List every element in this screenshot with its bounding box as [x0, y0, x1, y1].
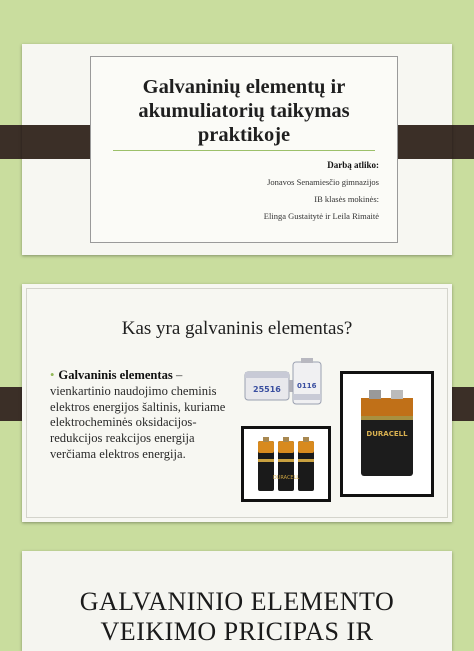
accent-bar-left-2 — [0, 387, 22, 421]
battery-label-2: 0116 — [297, 382, 317, 390]
credits — [264, 157, 379, 225]
principle-title — [22, 587, 452, 647]
battery-photo-aa — [241, 426, 331, 502]
title-slide-band-right — [398, 125, 452, 159]
definition-slide — [22, 284, 452, 522]
9v-battery-brand: DURACELL — [366, 430, 408, 438]
title-line-2: akumuliatorių taikymas — [138, 100, 350, 122]
principle-title-line-2: VEIKIMO PRICIPAS IR — [100, 617, 374, 646]
accent-bar-right-2 — [452, 387, 474, 421]
slide-title: Kas yra galvaninis elementas? — [121, 318, 353, 339]
credits-line-1: Jonavos Senamiesčio gimnazijos — [267, 177, 379, 187]
title-frame — [90, 56, 398, 243]
battery-photo-9v — [340, 371, 434, 497]
principle-slide — [22, 551, 452, 651]
credits-heading: Darbą atliko: — [327, 160, 379, 170]
credits-line-2: IB klasės mokinės: — [314, 194, 379, 204]
title-slide-band-left — [22, 125, 90, 159]
title-slide — [22, 44, 452, 255]
credits-line-3: Elinga Gustaitytė ir Leila Rimaitė — [263, 211, 379, 221]
accent-bar-left-1 — [0, 125, 22, 159]
definition-term: Galvaninis elementas — [58, 368, 173, 382]
bullet-icon: • — [50, 368, 55, 382]
aa-battery-brand: DURACELL — [272, 475, 300, 481]
battery-photo-cylinders — [241, 350, 331, 420]
accent-bar-right-1 — [452, 125, 474, 159]
presentation-title — [91, 75, 397, 147]
title-divider — [113, 150, 375, 151]
definition-body: – vienkartinio naudojimo cheminis elektros energijos šaltinis, kuriame elektrocheminės oksidacijos-redukcijos reakcijos energija verčiama elektros energija. — [50, 368, 226, 461]
definition-text — [50, 368, 232, 463]
title-line-3: praktikoje — [197, 124, 291, 146]
battery-label-1: 25516 — [253, 385, 281, 394]
title-line-1: Galvaninių elementų ir — [142, 76, 346, 98]
principle-title-line-1: GALVANINIO ELEMENTO — [79, 587, 395, 616]
